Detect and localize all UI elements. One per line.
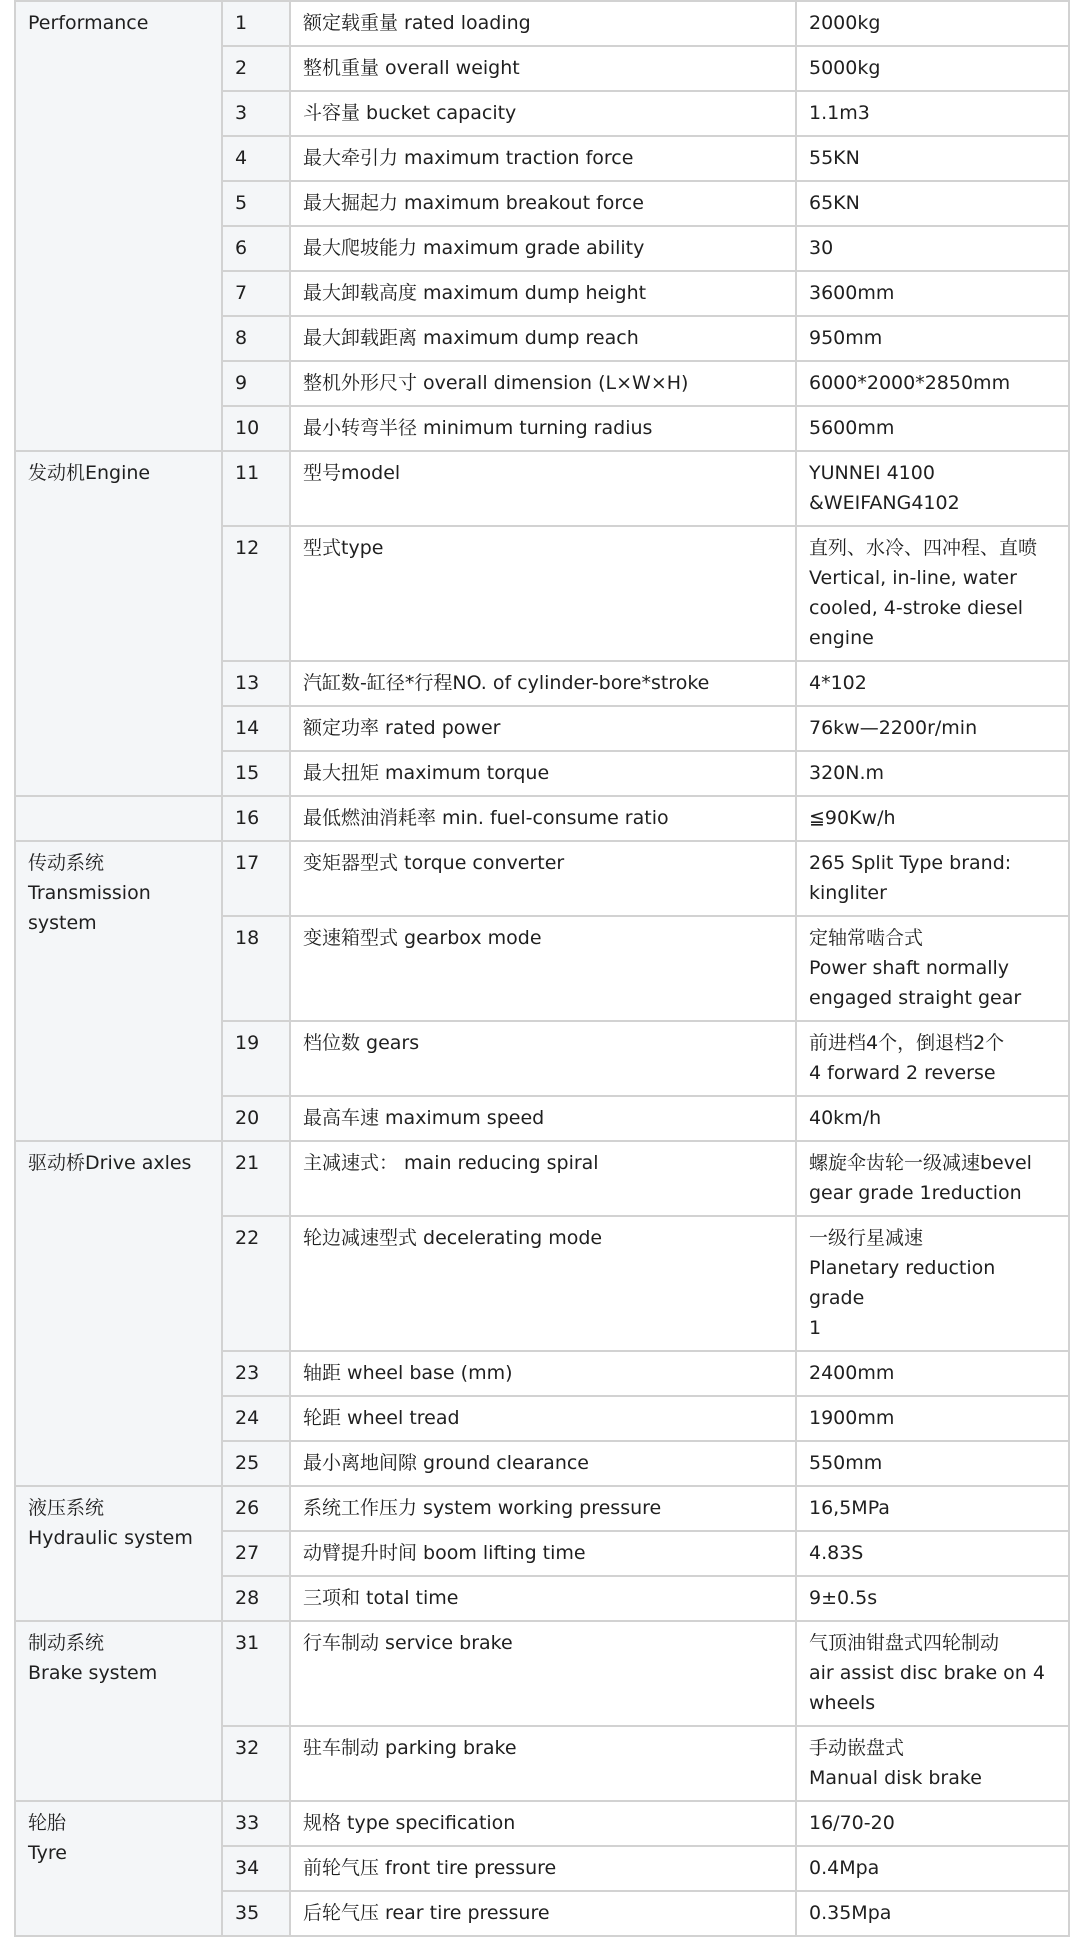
item-name: 三项和 total time <box>290 1576 796 1621</box>
category-cell <box>15 1486 222 1621</box>
item-name: 最小转弯半径 minimum turning radius <box>290 406 796 451</box>
row-number: 33 <box>222 1801 290 1846</box>
item-value <box>796 1486 1069 1531</box>
value-line: 2400mm <box>809 1362 895 1384</box>
item-name: 档位数 gears <box>290 1021 796 1096</box>
row-number: 26 <box>222 1486 290 1531</box>
category-label: Tyre <box>28 1842 67 1864</box>
spec-table-container <box>14 0 1070 1937</box>
item-name: 最大爬坡能力 maximum grade ability <box>290 226 796 271</box>
item-value <box>796 1846 1069 1891</box>
row-number: 2 <box>222 46 290 91</box>
item-name: 汽缸数-缸径*行程NO. of cylinder-bore*stroke <box>290 661 796 706</box>
row-number: 27 <box>222 1531 290 1576</box>
item-value <box>796 1576 1069 1621</box>
row-number: 34 <box>222 1846 290 1891</box>
value-line: 65KN <box>809 192 860 214</box>
row-number: 11 <box>222 451 290 526</box>
row-number: 21 <box>222 1141 290 1216</box>
value-line: YUNNEI 4100 <box>809 462 935 484</box>
item-value <box>796 1891 1069 1936</box>
item-value <box>796 271 1069 316</box>
item-name: 动臂提升时间 boom lifting time <box>290 1531 796 1576</box>
value-line: engaged straight gear <box>809 987 1022 1009</box>
row-number: 16 <box>222 796 290 841</box>
value-line: 气顶油钳盘式四轮制动 <box>809 1632 1000 1654</box>
value-line: 30 <box>809 237 834 259</box>
value-line: cooled, 4-stroke diesel <box>809 597 1024 619</box>
value-line: kingliter <box>809 882 887 904</box>
table-row <box>15 1621 1069 1726</box>
value-line: 1900mm <box>809 1407 895 1429</box>
category-cell <box>15 841 222 1141</box>
item-value <box>796 226 1069 271</box>
item-value <box>796 751 1069 796</box>
item-name: 系统工作压力 system working pressure <box>290 1486 796 1531</box>
value-line: 6000*2000*2850mm <box>809 372 1011 394</box>
value-line: wheels <box>809 1692 876 1714</box>
value-line: 265 Split Type brand: <box>809 852 1012 874</box>
category-cell <box>15 1 222 451</box>
item-name: 后轮气压 rear tire pressure <box>290 1891 796 1936</box>
row-number: 12 <box>222 526 290 661</box>
value-line: 4*102 <box>809 672 867 694</box>
item-name: 最大牵引力 maximum traction force <box>290 136 796 181</box>
category-cell <box>15 451 222 796</box>
item-name: 额定载重量 rated loading <box>290 1 796 46</box>
row-number: 9 <box>222 361 290 406</box>
item-value <box>796 1531 1069 1576</box>
table-row <box>15 1486 1069 1531</box>
item-value <box>796 1396 1069 1441</box>
value-line: engine <box>809 627 874 649</box>
row-number: 32 <box>222 1726 290 1801</box>
row-number: 35 <box>222 1891 290 1936</box>
item-value <box>796 361 1069 406</box>
item-value <box>796 181 1069 226</box>
row-number: 10 <box>222 406 290 451</box>
item-value <box>796 1351 1069 1396</box>
row-number: 13 <box>222 661 290 706</box>
value-line: Vertical, in-line, water <box>809 567 1017 589</box>
value-line: 55KN <box>809 147 860 169</box>
category-label: 发动机Engine <box>28 462 151 484</box>
item-value <box>796 1141 1069 1216</box>
row-number: 17 <box>222 841 290 916</box>
item-value <box>796 136 1069 181</box>
item-name: 前轮气压 front tire pressure <box>290 1846 796 1891</box>
item-name: 额定功率 rated power <box>290 706 796 751</box>
category-label: Brake system <box>28 1662 158 1684</box>
item-name: 型号model <box>290 451 796 526</box>
item-name: 变矩器型式 torque converter <box>290 841 796 916</box>
item-name: 斗容量 bucket capacity <box>290 91 796 136</box>
row-number: 5 <box>222 181 290 226</box>
item-value <box>796 916 1069 1021</box>
value-line: 40km/h <box>809 1107 882 1129</box>
value-line: 1 <box>809 1317 822 1339</box>
category-cell <box>15 1141 222 1486</box>
row-number: 18 <box>222 916 290 1021</box>
value-line: 16/70-20 <box>809 1812 895 1834</box>
value-line: 2000kg <box>809 12 881 34</box>
row-number: 23 <box>222 1351 290 1396</box>
spec-table-body <box>15 1 1069 1936</box>
value-line: 950mm <box>809 327 883 349</box>
row-number: 24 <box>222 1396 290 1441</box>
value-line: 螺旋伞齿轮一级减速bevel <box>809 1152 1032 1174</box>
value-line: 定轴常啮合式 <box>809 927 924 949</box>
row-number: 15 <box>222 751 290 796</box>
row-number: 3 <box>222 91 290 136</box>
category-label: 制动系统 <box>28 1632 105 1654</box>
item-value <box>796 1801 1069 1846</box>
row-number: 31 <box>222 1621 290 1726</box>
value-line: 0.4Mpa <box>809 1857 880 1879</box>
item-value <box>796 1096 1069 1141</box>
item-name: 轮边减速型式 decelerating mode <box>290 1216 796 1351</box>
category-label: 驱动桥Drive axles <box>28 1152 192 1174</box>
category-label: 液压系统 <box>28 1497 105 1519</box>
category-label: 轮胎 <box>28 1812 67 1834</box>
value-line: 550mm <box>809 1452 883 1474</box>
category-label: Hydraulic system <box>28 1527 193 1549</box>
table-row <box>15 1141 1069 1216</box>
item-value <box>796 316 1069 361</box>
item-name: 最小离地间隙 ground clearance <box>290 1441 796 1486</box>
item-value <box>796 661 1069 706</box>
table-row <box>15 451 1069 526</box>
table-row <box>15 796 1069 841</box>
value-line: 4.83S <box>809 1542 864 1564</box>
row-number: 8 <box>222 316 290 361</box>
value-line: &WEIFANG4102 <box>809 492 960 514</box>
value-line: 4 forward 2 reverse <box>809 1062 996 1084</box>
item-value <box>796 796 1069 841</box>
item-value <box>796 1 1069 46</box>
item-name: 最大卸载距离 maximum dump reach <box>290 316 796 361</box>
item-value <box>796 1021 1069 1096</box>
table-row <box>15 1 1069 46</box>
value-line: 0.35Mpa <box>809 1902 892 1924</box>
value-line: 5000kg <box>809 57 881 79</box>
item-name: 最大卸载高度 maximum dump height <box>290 271 796 316</box>
item-name: 整机外形尺寸 overall dimension (L×W×H) <box>290 361 796 406</box>
row-number: 19 <box>222 1021 290 1096</box>
item-name: 轮距 wheel tread <box>290 1396 796 1441</box>
value-line: Manual disk brake <box>809 1767 982 1789</box>
value-line: 前进档4个，倒退档2个 <box>809 1032 1005 1054</box>
row-number: 22 <box>222 1216 290 1351</box>
item-name: 规格 type specification <box>290 1801 796 1846</box>
value-line: 一级行星减速 <box>809 1227 924 1249</box>
item-name: 最大掘起力 maximum breakout force <box>290 181 796 226</box>
row-number: 25 <box>222 1441 290 1486</box>
category-label: system <box>28 912 97 934</box>
category-cell <box>15 1801 222 1936</box>
category-label: Transmission <box>28 882 151 904</box>
value-line: Planetary reduction grade <box>809 1257 996 1309</box>
value-line: ≦90Kw/h <box>809 807 896 829</box>
row-number: 7 <box>222 271 290 316</box>
item-name: 主减速式： main reducing spiral <box>290 1141 796 1216</box>
item-name: 整机重量 overall weight <box>290 46 796 91</box>
item-value <box>796 1726 1069 1801</box>
category-cell <box>15 1621 222 1801</box>
item-value <box>796 1441 1069 1486</box>
row-number: 20 <box>222 1096 290 1141</box>
item-name: 变速箱型式 gearbox mode <box>290 916 796 1021</box>
value-line: 9±0.5s <box>809 1587 878 1609</box>
item-value <box>796 841 1069 916</box>
row-number: 14 <box>222 706 290 751</box>
value-line: 1.1m3 <box>809 102 870 124</box>
row-number: 1 <box>222 1 290 46</box>
item-name: 驻车制动 parking brake <box>290 1726 796 1801</box>
table-row <box>15 1801 1069 1846</box>
item-name: 轴距 wheel base (mm) <box>290 1351 796 1396</box>
value-line: air assist disc brake on 4 <box>809 1662 1045 1684</box>
item-value <box>796 1216 1069 1351</box>
item-value <box>796 91 1069 136</box>
table-row <box>15 841 1069 916</box>
item-name: 最大扭矩 maximum torque <box>290 751 796 796</box>
category-label: Performance <box>28 12 149 34</box>
row-number: 4 <box>222 136 290 181</box>
value-line: Power shaft normally <box>809 957 1010 979</box>
item-value <box>796 706 1069 751</box>
item-value <box>796 46 1069 91</box>
row-number: 28 <box>222 1576 290 1621</box>
value-line: 16,5MPa <box>809 1497 890 1519</box>
spec-table <box>14 0 1070 1937</box>
item-name: 行车制动 service brake <box>290 1621 796 1726</box>
row-number: 6 <box>222 226 290 271</box>
value-line: 手动嵌盘式 <box>809 1737 905 1759</box>
category-label: 传动系统 <box>28 852 105 874</box>
item-name: 最低燃油消耗率 min. fuel-consume ratio <box>290 796 796 841</box>
value-line: 直列、水冷、四冲程、直喷 <box>809 537 1038 559</box>
item-name: 型式type <box>290 526 796 661</box>
item-value <box>796 406 1069 451</box>
value-line: 5600mm <box>809 417 895 439</box>
value-line: 320N.m <box>809 762 885 784</box>
item-value <box>796 526 1069 661</box>
item-name: 最高车速 maximum speed <box>290 1096 796 1141</box>
category-cell <box>15 796 222 841</box>
item-value <box>796 1621 1069 1726</box>
value-line: 76kw—2200r/min <box>809 717 978 739</box>
value-line: 3600mm <box>809 282 895 304</box>
item-value <box>796 451 1069 526</box>
value-line: gear grade 1reduction <box>809 1182 1022 1204</box>
